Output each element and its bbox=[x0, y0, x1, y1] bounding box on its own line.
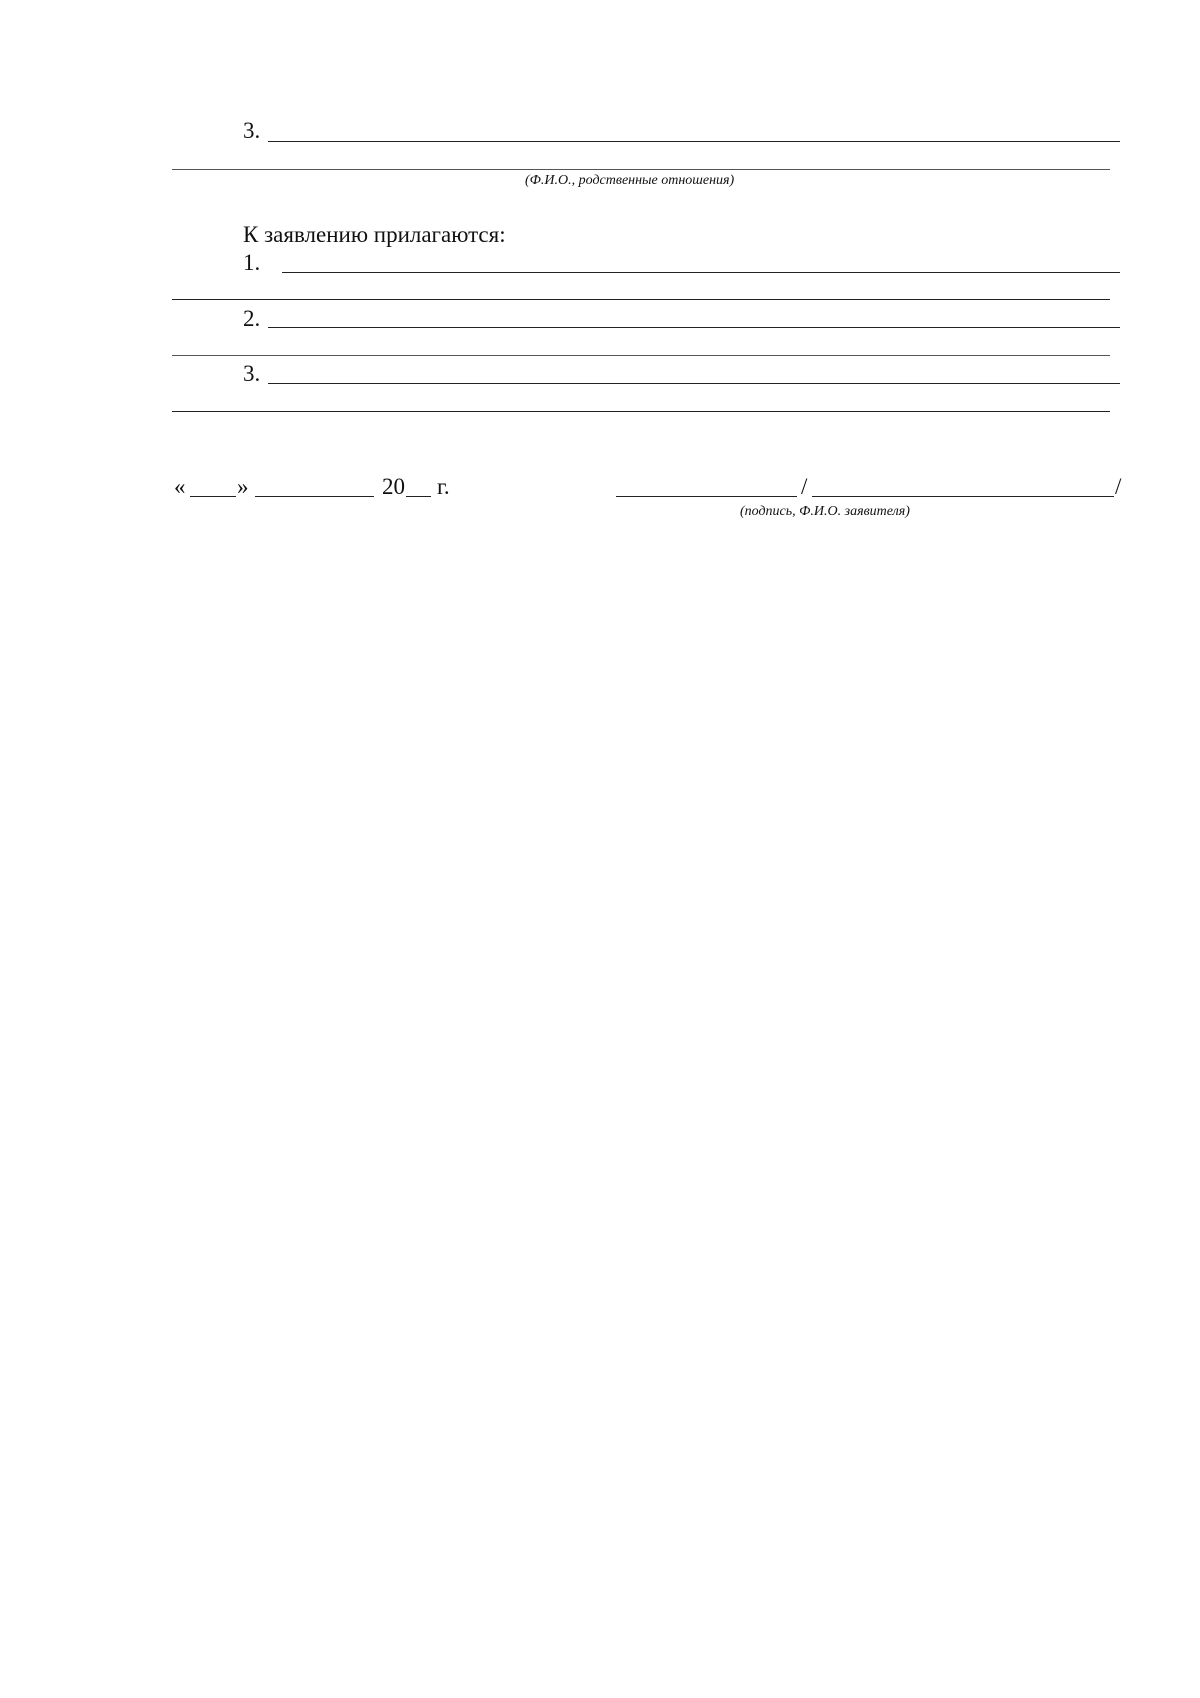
attachment-item-2-line[interactable] bbox=[268, 327, 1120, 328]
applicant-name-blank[interactable] bbox=[812, 496, 1114, 497]
signature-separator: / bbox=[801, 474, 808, 499]
relatives-caption: (Ф.И.О., родственные отношения) bbox=[525, 173, 735, 188]
attachments-heading: К заявлению прилагаются: bbox=[243, 222, 506, 247]
attachment-item-1-line[interactable] bbox=[282, 272, 1120, 273]
date-year-prefix: 20 bbox=[382, 474, 405, 499]
attachment-item-3-continuation-line[interactable] bbox=[172, 411, 1110, 412]
signature-blank[interactable] bbox=[616, 496, 797, 497]
signature-caption: (подпись, Ф.И.О. заявителя) bbox=[740, 504, 910, 519]
date-close-quote: » bbox=[237, 474, 249, 499]
signature-end-slash: / bbox=[1115, 474, 1122, 499]
attachment-item-1-continuation-line[interactable] bbox=[172, 299, 1110, 300]
attachment-item-2-number: 2. bbox=[243, 306, 261, 331]
relative-item-3-line[interactable] bbox=[268, 141, 1120, 142]
date-open-quote: « bbox=[174, 474, 186, 499]
date-day-blank[interactable] bbox=[190, 496, 236, 497]
date-year-suffix: г. bbox=[437, 474, 450, 499]
relative-item-3-continuation-line[interactable] bbox=[172, 169, 1110, 170]
attachment-item-2-continuation-line[interactable] bbox=[172, 355, 1110, 356]
attachment-item-3-line[interactable] bbox=[268, 383, 1120, 384]
relative-item-3-number: 3. bbox=[243, 118, 261, 143]
date-year-blank[interactable] bbox=[406, 496, 431, 497]
attachment-item-1-number: 1. bbox=[243, 250, 261, 275]
attachment-item-3-number: 3. bbox=[243, 361, 261, 386]
date-month-blank[interactable] bbox=[255, 496, 374, 497]
